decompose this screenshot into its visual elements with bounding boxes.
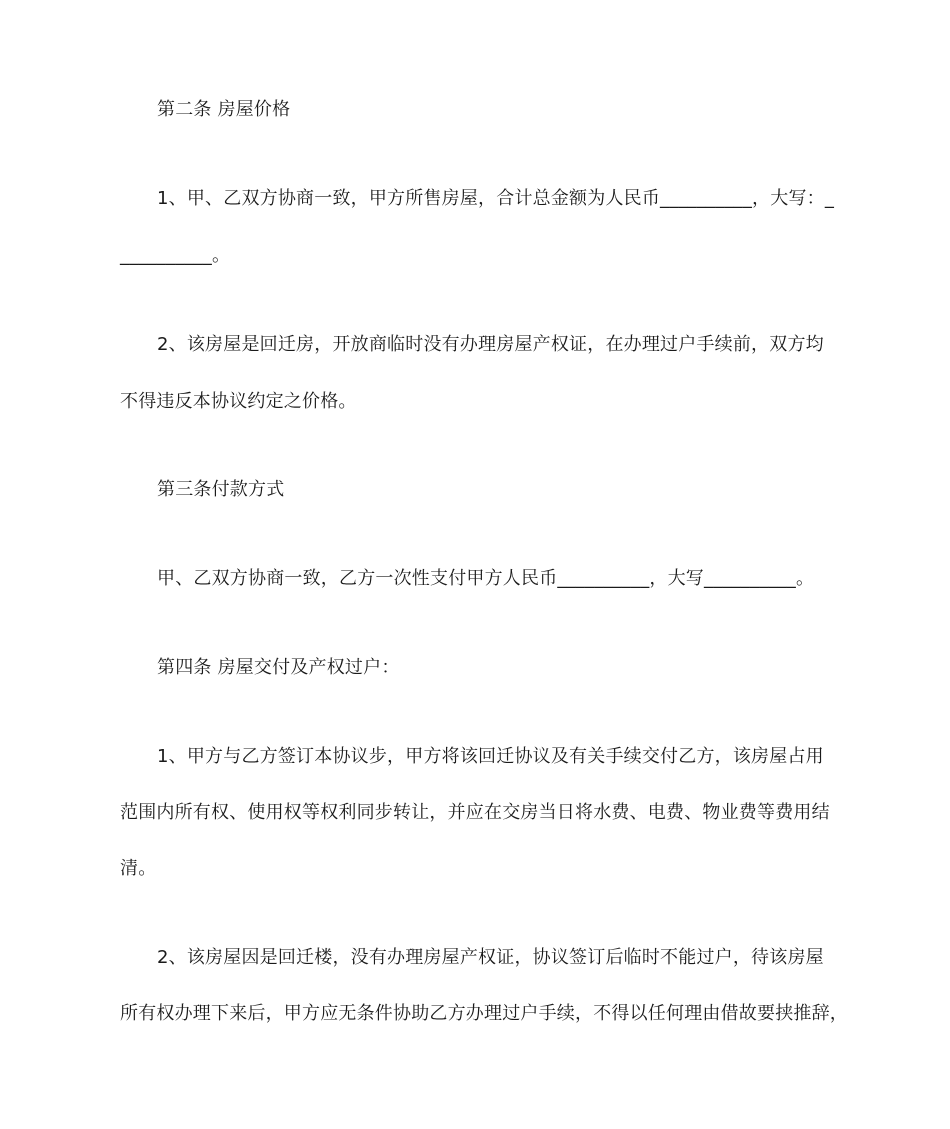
article2-paragraph1-line2: __________。 <box>120 245 231 266</box>
article4-paragraph1-line2: 范围内所有权、使用权等权利同步转让，并应在交房当日将水费、电费、物业费等费用结 <box>120 802 830 823</box>
article4-paragraph2-line1: 2、该房屋因是回迁楼，没有办理房屋产权证，协议签订后临时不能过户，待该房屋 <box>157 947 824 968</box>
article2-title: 第二条 房屋价格 <box>157 99 291 120</box>
article3-paragraph1: 甲、乙双方协商一致，乙方一次性支付甲方人民币__________，大写__________。 <box>157 568 815 589</box>
article2-paragraph2-line1: 2、该房屋是回迁房，开放商临时没有办理房屋产权证，在办理过户手续前，双方均 <box>157 334 824 355</box>
article2-paragraph1-line1: 1、甲、乙双方协商一致，甲方所售房屋，合计总金额为人民币__________，大写：_ <box>157 188 835 209</box>
article4-paragraph1-line3: 清。 <box>120 858 157 879</box>
article2-paragraph2-line2: 不得违反本协议约定之价格。 <box>120 391 357 412</box>
article4-title: 第四条 房屋交付及产权过户： <box>157 657 400 678</box>
article4-paragraph2-line2: 所有权办理下来后，甲方应无条件协助乙方办理过户手续，不得以任何理由借故要挟推辞， <box>120 1003 848 1024</box>
article3-title: 第三条付款方式 <box>157 479 285 500</box>
article4-paragraph1-line1: 1、甲方与乙方签订本协议步，甲方将该回迁协议及有关手续交付乙方，该房屋占用 <box>157 746 824 767</box>
